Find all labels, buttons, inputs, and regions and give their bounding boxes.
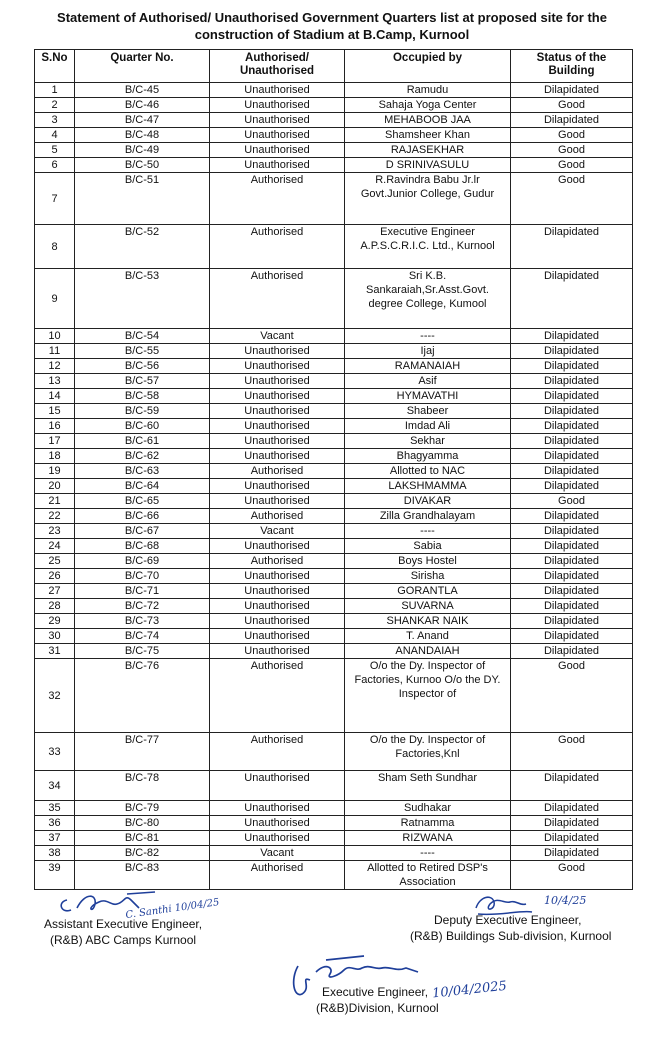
cell-quarter: B/C-57 <box>75 374 210 389</box>
cell-sno: 25 <box>35 554 75 569</box>
cell-quarter: B/C-71 <box>75 584 210 599</box>
cell-status: Dilapidated <box>511 524 633 539</box>
cell-quarter: B/C-64 <box>75 479 210 494</box>
cell-status: Dilapidated <box>511 269 633 329</box>
cell-occupied: ---- <box>345 329 511 344</box>
table-row <box>35 733 633 771</box>
cell-auth: Unauthorised <box>210 614 345 629</box>
cell-occupied: Boys Hostel <box>345 554 511 569</box>
cell-status: Dilapidated <box>511 404 633 419</box>
cell-status: Good <box>511 494 633 509</box>
cell-occupied: Sudhakar <box>345 801 511 816</box>
cell-status: Good <box>511 861 633 890</box>
cell-occupied: Sekhar <box>345 434 511 449</box>
cell-status: Dilapidated <box>511 569 633 584</box>
cell-auth: Unauthorised <box>210 98 345 113</box>
table-row <box>35 801 633 816</box>
cell-status: Good <box>511 98 633 113</box>
cell-quarter: B/C-72 <box>75 599 210 614</box>
cell-auth: Unauthorised <box>210 449 345 464</box>
cell-sno: 20 <box>35 479 75 494</box>
executive-engineer-title: Executive Engineer, <box>322 985 429 999</box>
table-body <box>35 83 633 890</box>
cell-quarter: B/C-53 <box>75 269 210 329</box>
cell-quarter: B/C-74 <box>75 629 210 644</box>
cell-sno: 1 <box>35 83 75 98</box>
cell-auth: Unauthorised <box>210 158 345 173</box>
cell-quarter: B/C-55 <box>75 344 210 359</box>
cell-auth: Vacant <box>210 329 345 344</box>
cell-sno: 13 <box>35 374 75 389</box>
header-occupied: Occupied by <box>345 50 511 83</box>
cell-status: Dilapidated <box>511 329 633 344</box>
cell-sno: 38 <box>35 846 75 861</box>
cell-auth: Unauthorised <box>210 816 345 831</box>
cell-auth: Unauthorised <box>210 584 345 599</box>
cell-auth: Authorised <box>210 659 345 733</box>
table-row <box>35 599 633 614</box>
cell-quarter: B/C-68 <box>75 539 210 554</box>
table-row <box>35 539 633 554</box>
cell-occupied: ---- <box>345 846 511 861</box>
cell-auth: Unauthorised <box>210 644 345 659</box>
cell-quarter: B/C-50 <box>75 158 210 173</box>
cell-auth: Vacant <box>210 846 345 861</box>
cell-occupied: R.Ravindra Babu Jr.lr Govt.Junior College, Gudur <box>345 173 511 225</box>
cell-quarter: B/C-81 <box>75 831 210 846</box>
cell-status: Dilapidated <box>511 449 633 464</box>
cell-sno: 31 <box>35 644 75 659</box>
table-row <box>35 98 633 113</box>
table-row <box>35 569 633 584</box>
cell-quarter: B/C-47 <box>75 113 210 128</box>
cell-status: Dilapidated <box>511 479 633 494</box>
deputy-signature-text: 10/4/25 <box>544 894 587 907</box>
cell-occupied: Sahaja Yoga Center <box>345 98 511 113</box>
header-status: Status of the Building <box>511 50 633 83</box>
cell-sno: 2 <box>35 98 75 113</box>
table-row <box>35 659 633 733</box>
cell-occupied: Imdad Ali <box>345 419 511 434</box>
table-row <box>35 359 633 374</box>
cell-occupied: Ratnamma <box>345 816 511 831</box>
cell-quarter: B/C-48 <box>75 128 210 143</box>
table-row <box>35 494 633 509</box>
cell-sno: 24 <box>35 539 75 554</box>
cell-quarter: B/C-45 <box>75 83 210 98</box>
cell-sno: 39 <box>35 861 75 890</box>
cell-status: Dilapidated <box>511 599 633 614</box>
table-row <box>35 524 633 539</box>
cell-quarter: B/C-82 <box>75 846 210 861</box>
cell-sno: 7 <box>35 173 75 225</box>
cell-quarter: B/C-73 <box>75 614 210 629</box>
cell-quarter: B/C-70 <box>75 569 210 584</box>
table-row <box>35 614 633 629</box>
table-row <box>35 509 633 524</box>
cell-sno: 23 <box>35 524 75 539</box>
cell-status: Dilapidated <box>511 344 633 359</box>
cell-auth: Unauthorised <box>210 359 345 374</box>
table-row <box>35 831 633 846</box>
cell-auth: Unauthorised <box>210 539 345 554</box>
cell-status: Dilapidated <box>511 771 633 801</box>
table-row <box>35 434 633 449</box>
assistant-engineer-block <box>44 916 202 948</box>
cell-sno: 12 <box>35 359 75 374</box>
cell-sno: 4 <box>35 128 75 143</box>
executive-signature-text: 10/04/2025 <box>431 978 508 1002</box>
cell-status: Dilapidated <box>511 801 633 816</box>
cell-occupied: Executive Engineer A.P.S.C.R.I.C. Ltd., Kurnool <box>345 225 511 269</box>
cell-quarter: B/C-61 <box>75 434 210 449</box>
cell-auth: Unauthorised <box>210 569 345 584</box>
cell-occupied: RAMANAIAH <box>345 359 511 374</box>
cell-auth: Unauthorised <box>210 831 345 846</box>
cell-occupied: Sirisha <box>345 569 511 584</box>
cell-occupied: SUVARNA <box>345 599 511 614</box>
cell-occupied: Allotted to Retired DSP's Association <box>345 861 511 890</box>
title-line-1: Statement of Authorised/ Unauthorised Government Quarters list at proposed site for the <box>57 10 607 25</box>
cell-occupied: ANANDAIAH <box>345 644 511 659</box>
table-header-row <box>35 50 633 83</box>
cell-sno: 10 <box>35 329 75 344</box>
cell-status: Dilapidated <box>511 113 633 128</box>
table-row <box>35 143 633 158</box>
cell-status: Dilapidated <box>511 554 633 569</box>
cell-quarter: B/C-75 <box>75 644 210 659</box>
cell-occupied: D SRINIVASULU <box>345 158 511 173</box>
cell-occupied: T. Anand <box>345 629 511 644</box>
cell-auth: Authorised <box>210 173 345 225</box>
cell-occupied: Zilla Grandhalayam <box>345 509 511 524</box>
deputy-engineer-office: (R&B) Buildings Sub-division, Kurnool <box>410 929 612 943</box>
cell-occupied: Shabeer <box>345 404 511 419</box>
cell-occupied: DIVAKAR <box>345 494 511 509</box>
table-row <box>35 629 633 644</box>
table-row <box>35 464 633 479</box>
cell-sno: 28 <box>35 599 75 614</box>
cell-auth: Unauthorised <box>210 344 345 359</box>
cell-occupied: Ramudu <box>345 83 511 98</box>
cell-sno: 3 <box>35 113 75 128</box>
cell-sno: 15 <box>35 404 75 419</box>
cell-status: Good <box>511 173 633 225</box>
cell-quarter: B/C-83 <box>75 861 210 890</box>
cell-auth: Authorised <box>210 269 345 329</box>
cell-status: Dilapidated <box>511 225 633 269</box>
cell-auth: Unauthorised <box>210 479 345 494</box>
cell-sno: 30 <box>35 629 75 644</box>
cell-quarter: B/C-54 <box>75 329 210 344</box>
cell-auth: Unauthorised <box>210 771 345 801</box>
cell-auth: Unauthorised <box>210 434 345 449</box>
cell-sno: 29 <box>35 614 75 629</box>
cell-sno: 21 <box>35 494 75 509</box>
cell-quarter: B/C-46 <box>75 98 210 113</box>
executive-engineer-office: (R&B)Division, Kurnool <box>316 1001 439 1015</box>
cell-quarter: B/C-52 <box>75 225 210 269</box>
cell-sno: 8 <box>35 225 75 269</box>
cell-auth: Unauthorised <box>210 494 345 509</box>
table-row <box>35 644 633 659</box>
cell-occupied: MEHABOOB JAA <box>345 113 511 128</box>
table-row <box>35 816 633 831</box>
header-auth: Authorised/ Unauthorised <box>210 50 345 83</box>
cell-sno: 19 <box>35 464 75 479</box>
cell-status: Dilapidated <box>511 831 633 846</box>
cell-sno: 9 <box>35 269 75 329</box>
cell-auth: Unauthorised <box>210 113 345 128</box>
cell-status: Dilapidated <box>511 374 633 389</box>
cell-occupied: O/o the Dy. Inspector of Factories, Kurnoo O/o the DY. Inspector of <box>345 659 511 733</box>
cell-sno: 35 <box>35 801 75 816</box>
cell-sno: 26 <box>35 569 75 584</box>
assistant-engineer-office: (R&B) ABC Camps Kurnool <box>50 933 197 947</box>
cell-occupied: Asif <box>345 374 511 389</box>
cell-sno: 36 <box>35 816 75 831</box>
document-title <box>10 9 654 43</box>
table-row <box>35 128 633 143</box>
cell-sno: 17 <box>35 434 75 449</box>
table-row <box>35 404 633 419</box>
table-row <box>35 225 633 269</box>
cell-occupied: GORANTLA <box>345 584 511 599</box>
cell-quarter: B/C-79 <box>75 801 210 816</box>
cell-sno: 33 <box>35 733 75 771</box>
cell-occupied: RIZWANA <box>345 831 511 846</box>
cell-quarter: B/C-62 <box>75 449 210 464</box>
cell-status: Good <box>511 143 633 158</box>
cell-sno: 22 <box>35 509 75 524</box>
cell-auth: Unauthorised <box>210 389 345 404</box>
cell-auth: Unauthorised <box>210 143 345 158</box>
cell-status: Good <box>511 158 633 173</box>
cell-status: Dilapidated <box>511 614 633 629</box>
cell-occupied: RAJASEKHAR <box>345 143 511 158</box>
cell-status: Dilapidated <box>511 359 633 374</box>
cell-auth: Unauthorised <box>210 801 345 816</box>
deputy-engineer-title: Deputy Executive Engineer, <box>434 913 582 927</box>
cell-occupied: Allotted to NAC <box>345 464 511 479</box>
cell-quarter: B/C-63 <box>75 464 210 479</box>
assistant-engineer-title: Assistant Executive Engineer, <box>44 917 203 931</box>
table-row <box>35 173 633 225</box>
cell-quarter: B/C-76 <box>75 659 210 733</box>
cell-quarter: B/C-69 <box>75 554 210 569</box>
cell-quarter: B/C-60 <box>75 419 210 434</box>
table-row <box>35 83 633 98</box>
cell-sno: 32 <box>35 659 75 733</box>
cell-status: Good <box>511 659 633 733</box>
cell-status: Dilapidated <box>511 846 633 861</box>
cell-sno: 6 <box>35 158 75 173</box>
cell-auth: Unauthorised <box>210 404 345 419</box>
cell-sno: 18 <box>35 449 75 464</box>
table-row <box>35 389 633 404</box>
cell-sno: 11 <box>35 344 75 359</box>
cell-auth: Vacant <box>210 524 345 539</box>
cell-quarter: B/C-66 <box>75 509 210 524</box>
cell-status: Dilapidated <box>511 464 633 479</box>
cell-quarter: B/C-49 <box>75 143 210 158</box>
cell-occupied: HYMAVATHI <box>345 389 511 404</box>
cell-occupied: O/o the Dy. Inspector of Factories,Knl <box>345 733 511 771</box>
cell-status: Dilapidated <box>511 83 633 98</box>
cell-status: Dilapidated <box>511 584 633 599</box>
cell-sno: 16 <box>35 419 75 434</box>
cell-auth: Unauthorised <box>210 128 345 143</box>
table-row <box>35 584 633 599</box>
cell-quarter: B/C-56 <box>75 359 210 374</box>
cell-status: Dilapidated <box>511 434 633 449</box>
cell-auth: Authorised <box>210 509 345 524</box>
cell-auth: Authorised <box>210 733 345 771</box>
cell-quarter: B/C-51 <box>75 173 210 225</box>
table-row <box>35 269 633 329</box>
cell-occupied: LAKSHMAMMA <box>345 479 511 494</box>
cell-occupied: Sabia <box>345 539 511 554</box>
header-quarter: Quarter No. <box>75 50 210 83</box>
cell-status: Dilapidated <box>511 816 633 831</box>
title-line-2: construction of Stadium at B.Camp, Kurnool <box>194 27 470 42</box>
assistant-signature-text: C. Santhi 10/04/25 <box>124 897 221 922</box>
cell-occupied: Bhagyamma <box>345 449 511 464</box>
cell-status: Dilapidated <box>511 419 633 434</box>
table-row <box>35 329 633 344</box>
cell-sno: 34 <box>35 771 75 801</box>
cell-sno: 5 <box>35 143 75 158</box>
quarters-table <box>34 49 633 890</box>
table-row <box>35 449 633 464</box>
cell-occupied: ---- <box>345 524 511 539</box>
cell-status: Dilapidated <box>511 629 633 644</box>
cell-auth: Unauthorised <box>210 374 345 389</box>
table-row <box>35 158 633 173</box>
cell-status: Good <box>511 128 633 143</box>
cell-quarter: B/C-77 <box>75 733 210 771</box>
cell-status: Good <box>511 733 633 771</box>
cell-sno: 37 <box>35 831 75 846</box>
cell-quarter: B/C-78 <box>75 771 210 801</box>
cell-quarter: B/C-80 <box>75 816 210 831</box>
cell-occupied: Sham Seth Sundhar <box>345 771 511 801</box>
table-row <box>35 113 633 128</box>
cell-quarter: B/C-58 <box>75 389 210 404</box>
table-row <box>35 344 633 359</box>
cell-status: Dilapidated <box>511 389 633 404</box>
cell-auth: Unauthorised <box>210 599 345 614</box>
cell-status: Dilapidated <box>511 644 633 659</box>
cell-quarter: B/C-59 <box>75 404 210 419</box>
cell-occupied: Sri K.B. Sankaraiah,Sr.Asst.Govt. degree College, Kumool <box>345 269 511 329</box>
cell-sno: 14 <box>35 389 75 404</box>
cell-auth: Unauthorised <box>210 629 345 644</box>
executive-engineer-block <box>316 984 439 1016</box>
cell-sno: 27 <box>35 584 75 599</box>
deputy-engineer-block <box>410 912 612 944</box>
cell-occupied: SHANKAR NAIK <box>345 614 511 629</box>
header-sno: S.No <box>35 50 75 83</box>
cell-auth: Unauthorised <box>210 83 345 98</box>
cell-occupied: Shamsheer Khan <box>345 128 511 143</box>
cell-auth: Authorised <box>210 554 345 569</box>
table-row <box>35 419 633 434</box>
cell-status: Dilapidated <box>511 539 633 554</box>
cell-auth: Authorised <box>210 464 345 479</box>
table-row <box>35 374 633 389</box>
cell-quarter: B/C-67 <box>75 524 210 539</box>
table-row <box>35 554 633 569</box>
cell-auth: Authorised <box>210 225 345 269</box>
table-row <box>35 846 633 861</box>
cell-status: Dilapidated <box>511 509 633 524</box>
cell-auth: Authorised <box>210 861 345 890</box>
cell-occupied: Ijaj <box>345 344 511 359</box>
cell-auth: Unauthorised <box>210 419 345 434</box>
cell-quarter: B/C-65 <box>75 494 210 509</box>
table-row <box>35 479 633 494</box>
table-row <box>35 771 633 801</box>
